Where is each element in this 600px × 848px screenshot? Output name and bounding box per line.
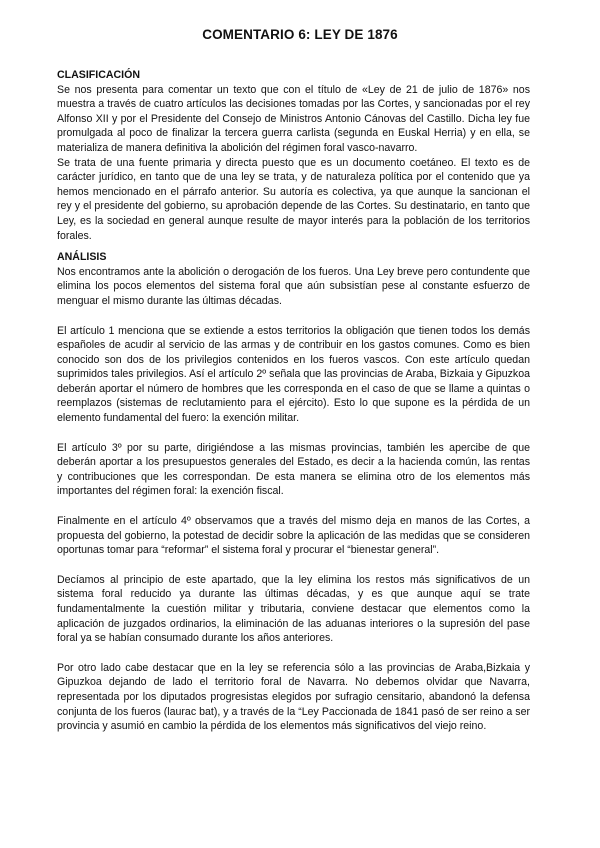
document-body: [57, 68, 530, 734]
paragraph: Por otro lado cabe destacar que en la ley se referencia sólo a las provincias de Araba,Bizkaia y Gipuzkoa dejando de lado el territorio foral de Navarra. No debemos olvidar que Navarra, representada por los diputados progresistas elegidos por sufragio censitario, abandonó la defensa conjunta de los fueros (laurac bat), y a través de la “Ley Paccionada de 1841 pasó de ser reino a ser provincia y asumió en cambio la pérdida de los elementos más significativos del viejo reino.: [57, 661, 530, 733]
heading-clasificacion: CLASIFICACIÓN: [57, 69, 140, 81]
heading-analisis: ANÁLISIS: [57, 251, 107, 264]
page-title: COMENTARIO 6: LEY DE 1876: [202, 27, 398, 42]
paragraph: Finalmente en el artículo 4º observamos que a través del mismo deja en manos de las Cortes, a propuesta del gobierno, la potestad de decidir sobre la aplicación de las medidas que se consideren oportunas tomar para “reformar” el sistema foral y procurar el “bienestar general”.: [57, 515, 530, 557]
paragraph: Decíamos al principio de este apartado, que la ley elimina los restos más significativos de un sistema foral reducido ya durante las últimas décadas, y es que aunque aquí se trate fundamentalmente la cuestión militar y tributaria, conviene destacar que elementos como la aplicación de juzgados ordinarios, la eliminación de las aduanas interiores o la supresión del pase foral ya se habían consumado durante los años anteriores.: [57, 573, 530, 645]
paragraph: El artículo 1 menciona que se extiende a estos territorios la obligación que tienen todos los demás españoles de acudir al servicio de las armas y de contribuir en los gastos comunes. Como es bien conocido son dos de los privilegios contenidos en los fueros vascos. Con este artículo quedan suprimidos tales privilegios. Así el artículo 2º señala que las provincias de Araba, Bizkaia y Gipuzkoa deberán aportar el número de hombres que les corresponda en el caso de que se llame a quintas o reemplazos (sistemas de reclutamiento para el ejército). Esto lo que supone es la pérdida de un elemento fundamental del fuero: la exención militar.: [57, 324, 530, 425]
paragraph: Nos encontramos ante la abolición o derogación de los fueros. Una Ley breve pero contundente que elimina los pocos elementos del sistema foral que aún subsistían pese al constante esfuerzo de menguar el mismo durante las últimas décadas.: [57, 265, 530, 307]
paragraph: Se trata de una fuente primaria y directa puesto que es un documento coetáneo. El texto es de carácter jurídico, en tanto que de una ley se trata, y de naturaleza política por el contenido que ya hemos mencionado en el párrafo anterior. Su autoría es colectiva, ya que aunque la sancionan el rey y el presidente del gobierno, su aprobación depende de las Cortes. Su destinatario, en tanto que Ley, es la sociedad en general aunque resulte de mayor interés para la población de los territorios forales.: [57, 156, 530, 242]
paragraph: Se nos presenta para comentar un texto que con el título de «Ley de 21 de julio de 1876» nos muestra a través de cuatro artículos las decisiones tomadas por las Cortes, y sancionadas por el rey Alfonso XII y por el Presidente del Consejo de Ministros Antonio Cánovas del Castillo. Dicha ley fue promulgada al poco de finalizar la tercera guerra carlista (segunda en Euskal Herria) y en ella, se materializa de manera definitiva la abolición del régimen foral vasco-navarro.: [57, 83, 530, 154]
paragraph: El artículo 3º por su parte, dirigiéndose a las mismas provincias, también les apercibe de que deberán aportar a los presupuestos generales del Estado, es decir a la hacienda común, las rentas y contribuciones que les correspondan. De esta manera se elimina otro de los elementos más importantes del régimen foral: la exención fiscal.: [57, 441, 530, 498]
